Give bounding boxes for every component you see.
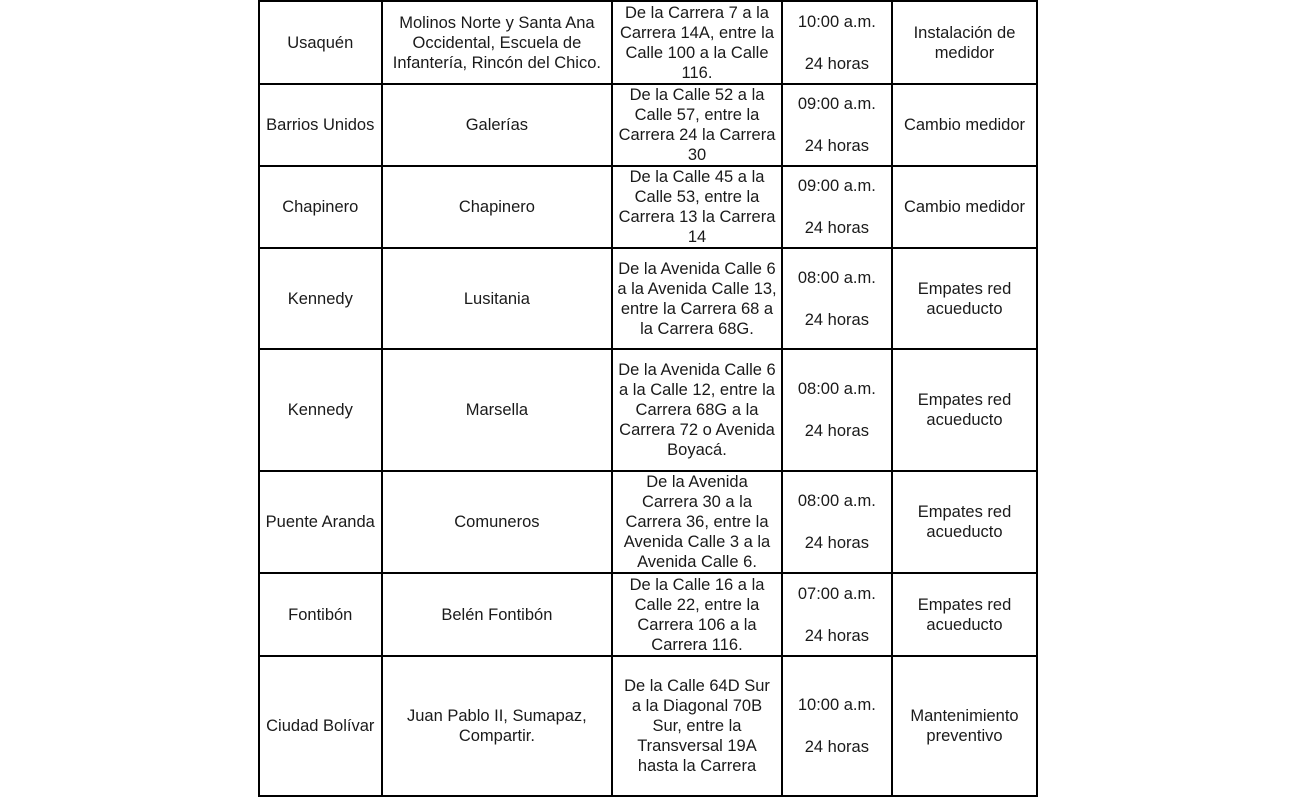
duration: 24 horas	[804, 219, 869, 237]
sector-cell: De la Avenida Calle 6 a la Calle 12, entre la Carrera 68G a la Carrera 72 o Avenida Boyacá.	[612, 349, 781, 471]
localidad-cell: Usaquén	[259, 1, 382, 84]
duration: 24 horas	[804, 310, 869, 329]
work-type-cell: Empates red acueducto	[892, 573, 1037, 656]
start-time: 08:00 a.m.	[797, 380, 876, 398]
table-row	[259, 248, 1037, 349]
barrios-cell: Marsella	[382, 349, 613, 471]
time-cell	[782, 471, 892, 573]
work-type-cell: Cambio medidor	[892, 84, 1037, 166]
work-type-cell: Empates red acueducto	[892, 349, 1037, 471]
work-type-cell: Empates red acueducto	[892, 471, 1037, 573]
localidad-cell: Fontibón	[259, 573, 382, 656]
start-time: 08:00 a.m.	[797, 268, 876, 287]
table-row	[259, 471, 1037, 573]
time-cell	[782, 248, 892, 349]
barrios-cell: Molinos Norte y Santa Ana Occidental, Escuela de Infantería, Rincón del Chico.	[382, 1, 613, 84]
time-cell	[782, 166, 892, 248]
duration: 24 horas	[804, 738, 869, 756]
start-time: 10:00 a.m.	[797, 696, 876, 714]
work-type-cell: Instalación de medidor	[892, 1, 1037, 84]
localidad-cell: Kennedy	[259, 349, 382, 471]
localidad-cell: Puente Aranda	[259, 471, 382, 573]
start-time: 09:00 a.m.	[797, 95, 876, 113]
time-cell	[782, 349, 892, 471]
start-time: 07:00 a.m.	[797, 584, 876, 603]
work-type-cell: Empates red acueducto	[892, 248, 1037, 349]
sector-cell: De la Calle 16 a la Calle 22, entre la Carrera 106 a la Carrera 116.	[612, 573, 781, 656]
table-row	[259, 656, 1037, 796]
time-cell	[782, 84, 892, 166]
start-time: 08:00 a.m.	[797, 492, 876, 510]
table-row	[259, 166, 1037, 248]
sector-cell: De la Calle 64D Sur a la Diagonal 70B Sur, entre la Transversal 19A hasta la Carrera	[612, 656, 781, 796]
duration: 24 horas	[804, 626, 869, 645]
sector-cell: De la Carrera 7 a la Carrera 14A, entre la Calle 100 a la Calle 116.	[612, 1, 781, 84]
time-cell	[782, 1, 892, 84]
localidad-cell: Ciudad Bolívar	[259, 656, 382, 796]
barrios-cell: Galerías	[382, 84, 613, 166]
sector-cell: De la Avenida Carrera 30 a la Carrera 36, entre la Avenida Calle 3 a la Avenida Calle 6.	[612, 471, 781, 573]
document-page	[258, 0, 1038, 775]
start-time: 09:00 a.m.	[797, 177, 876, 195]
sector-cell: De la Calle 52 a la Calle 57, entre la Carrera 24 la Carrera 30	[612, 84, 781, 166]
table-row	[259, 573, 1037, 656]
duration: 24 horas	[804, 422, 869, 440]
barrios-cell: Comuneros	[382, 471, 613, 573]
duration: 24 horas	[804, 137, 869, 155]
barrios-cell: Belén Fontibón	[382, 573, 613, 656]
work-type-cell: Mantenimiento preventivo	[892, 656, 1037, 796]
localidad-cell: Chapinero	[259, 166, 382, 248]
duration: 24 horas	[804, 534, 869, 552]
duration: 24 horas	[804, 54, 869, 73]
barrios-cell: Juan Pablo II, Sumapaz, Compartir.	[382, 656, 613, 796]
time-cell	[782, 656, 892, 796]
localidad-cell: Kennedy	[259, 248, 382, 349]
table-row	[259, 84, 1037, 166]
table-row	[259, 1, 1037, 84]
work-type-cell: Cambio medidor	[892, 166, 1037, 248]
time-cell	[782, 573, 892, 656]
barrios-cell: Lusitania	[382, 248, 613, 349]
sector-cell: De la Calle 45 a la Calle 53, entre la Carrera 13 la Carrera 14	[612, 166, 781, 248]
barrios-cell: Chapinero	[382, 166, 613, 248]
water-outage-table	[258, 0, 1038, 797]
table-row	[259, 349, 1037, 471]
start-time: 10:00 a.m.	[797, 12, 876, 31]
localidad-cell: Barrios Unidos	[259, 84, 382, 166]
sector-cell: De la Avenida Calle 6 a la Avenida Calle 13, entre la Carrera 68 a la Carrera 68G.	[612, 248, 781, 349]
